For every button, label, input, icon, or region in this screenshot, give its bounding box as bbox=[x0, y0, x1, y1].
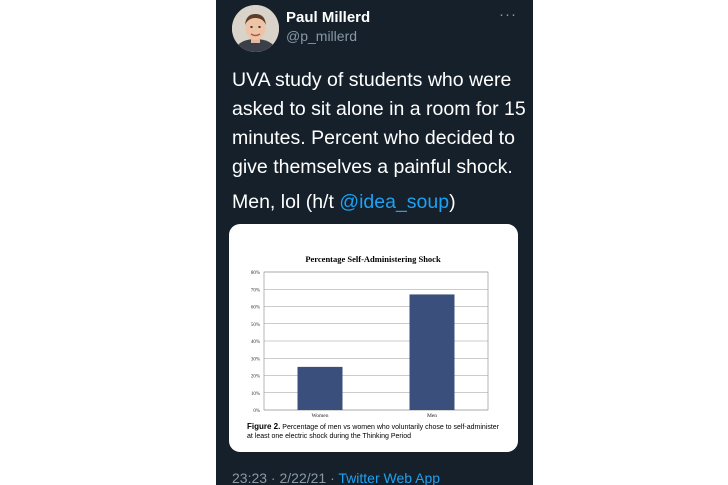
bar-chart bbox=[229, 224, 518, 420]
more-options-icon[interactable]: ··· bbox=[499, 6, 517, 23]
y-tick-label: 50% bbox=[250, 322, 260, 328]
figure-caption-label: Figure 2. bbox=[247, 422, 281, 431]
y-tick-label: 40% bbox=[250, 340, 260, 345]
chart-labels bbox=[251, 271, 437, 419]
chart-title: Percentage Self-Administering Shock bbox=[305, 254, 441, 264]
tweet-text bbox=[232, 66, 527, 217]
bar-men bbox=[410, 294, 455, 410]
avatar[interactable] bbox=[232, 5, 279, 52]
mention-link[interactable]: @idea_soup bbox=[339, 191, 450, 213]
tweet-text-line2 bbox=[232, 188, 527, 217]
user-handle[interactable]: @p_millerd bbox=[286, 28, 358, 44]
tweet-meta bbox=[232, 470, 440, 485]
tweet-text-suffix: ) bbox=[449, 191, 456, 213]
tweet-timestamp[interactable]: 23:23 · 2/22/21 · bbox=[232, 470, 339, 485]
avatar-image bbox=[232, 5, 279, 52]
y-tick-label: 20% bbox=[250, 374, 260, 380]
y-tick-label: 10% bbox=[250, 391, 260, 397]
bar-women bbox=[298, 367, 343, 410]
y-tick-label: 60% bbox=[250, 305, 260, 311]
tweet-media-image[interactable] bbox=[229, 224, 518, 452]
y-tick-label: 0% bbox=[253, 409, 260, 414]
user-name[interactable]: Paul Millerd bbox=[286, 9, 371, 26]
y-tick-label: 70% bbox=[250, 288, 260, 294]
y-tick-label: 30% bbox=[250, 357, 260, 363]
figure-caption-text: Percentage of men vs women who voluntarily chose to self-administer at least one electric shock during the Thinking Period bbox=[247, 424, 500, 440]
x-tick-label: Men bbox=[426, 413, 438, 419]
figure-caption bbox=[247, 422, 502, 441]
tweet-source-link[interactable]: Twitter Web App bbox=[338, 470, 441, 485]
tweet-container bbox=[216, 0, 533, 485]
x-tick-label: Women bbox=[311, 413, 329, 419]
y-tick-label: 80% bbox=[250, 271, 260, 276]
tweet-text-prefix: Men, lol (h/t bbox=[232, 191, 340, 213]
tweet-text-line1: UVA study of students who were asked to sit alone in a room for 15 minutes. Percent who decided to give themselves a painful shock. bbox=[232, 69, 526, 178]
